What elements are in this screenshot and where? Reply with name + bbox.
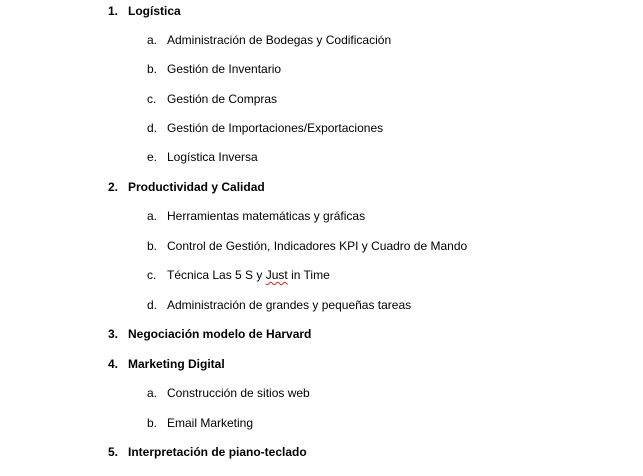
outline-title: Negociación modelo de Harvard: [128, 327, 312, 341]
outline-subitem-1d: [147, 118, 383, 138]
outline-letter: a.: [147, 33, 158, 47]
outline-letter: d.: [147, 121, 158, 135]
outline-subitem-1a: [147, 30, 391, 50]
outline-subitem-text: Gestión de Inventario: [167, 62, 282, 76]
outline-subitem-1b: [147, 59, 281, 79]
outline-subitem-text: Construcción de sitios web: [167, 386, 310, 400]
outline-letter: b.: [147, 416, 158, 430]
outline-subitem-2d: [147, 295, 411, 315]
outline-subitem-2c: [147, 265, 330, 285]
outline-item-2: [108, 177, 265, 197]
outline-subitem-text: Administración de grandes y pequeñas tareas: [167, 298, 412, 312]
outline-title: Logística: [128, 4, 181, 18]
outline-title: Productividad y Calidad: [128, 180, 265, 194]
outline-subitem-text: Control de Gestión, Indicadores KPI y Cuadro de Mando: [167, 239, 468, 253]
outline-item-3: [108, 324, 311, 344]
outline-letter: c.: [147, 268, 157, 282]
outline-number: 1.: [108, 4, 119, 18]
outline-subitem-text-after: in Time: [287, 268, 330, 282]
outline-letter: b.: [147, 239, 158, 253]
outline-subitem-text: Gestión de Compras: [167, 92, 278, 106]
outline-subitem-4b: [147, 413, 253, 433]
outline-letter: b.: [147, 62, 158, 76]
outline-letter: e.: [147, 150, 158, 164]
outline-subitem-1c: [147, 89, 277, 109]
outline-letter: a.: [147, 209, 158, 223]
outline-title: Marketing Digital: [128, 357, 225, 371]
outline-subitem-4a: [147, 383, 310, 403]
outline-item-1: [108, 1, 181, 21]
outline-subitem-text: Herramientas matemáticas y gráficas: [167, 209, 366, 223]
outline-subitem-2b: [147, 236, 467, 256]
outline-number: 5.: [108, 445, 119, 459]
outline-subitem-text: Gestión de Importaciones/Exportaciones: [167, 121, 384, 135]
outline-subitem-text-before: Técnica Las 5 S y: [167, 268, 266, 282]
outline-subitem-2a: [147, 206, 365, 226]
spellcheck-flagged-word: Just: [265, 268, 288, 282]
outline-letter: c.: [147, 92, 157, 106]
outline-item-5: [108, 442, 307, 462]
outline-number: 2.: [108, 180, 119, 194]
outline-number: 4.: [108, 357, 119, 371]
outline-subitem-text: Logística Inversa: [167, 150, 258, 164]
outline-subitem-text: Administración de Bodegas y Codificación: [167, 33, 392, 47]
outline-letter: d.: [147, 298, 158, 312]
outline-item-4: [108, 354, 225, 374]
outline-subitem-text: Email Marketing: [167, 416, 254, 430]
outline-subitem-1e: [147, 147, 258, 167]
outline-number: 3.: [108, 327, 119, 341]
outline-letter: a.: [147, 386, 158, 400]
outline-title: Interpretación de piano-teclado: [128, 445, 307, 459]
